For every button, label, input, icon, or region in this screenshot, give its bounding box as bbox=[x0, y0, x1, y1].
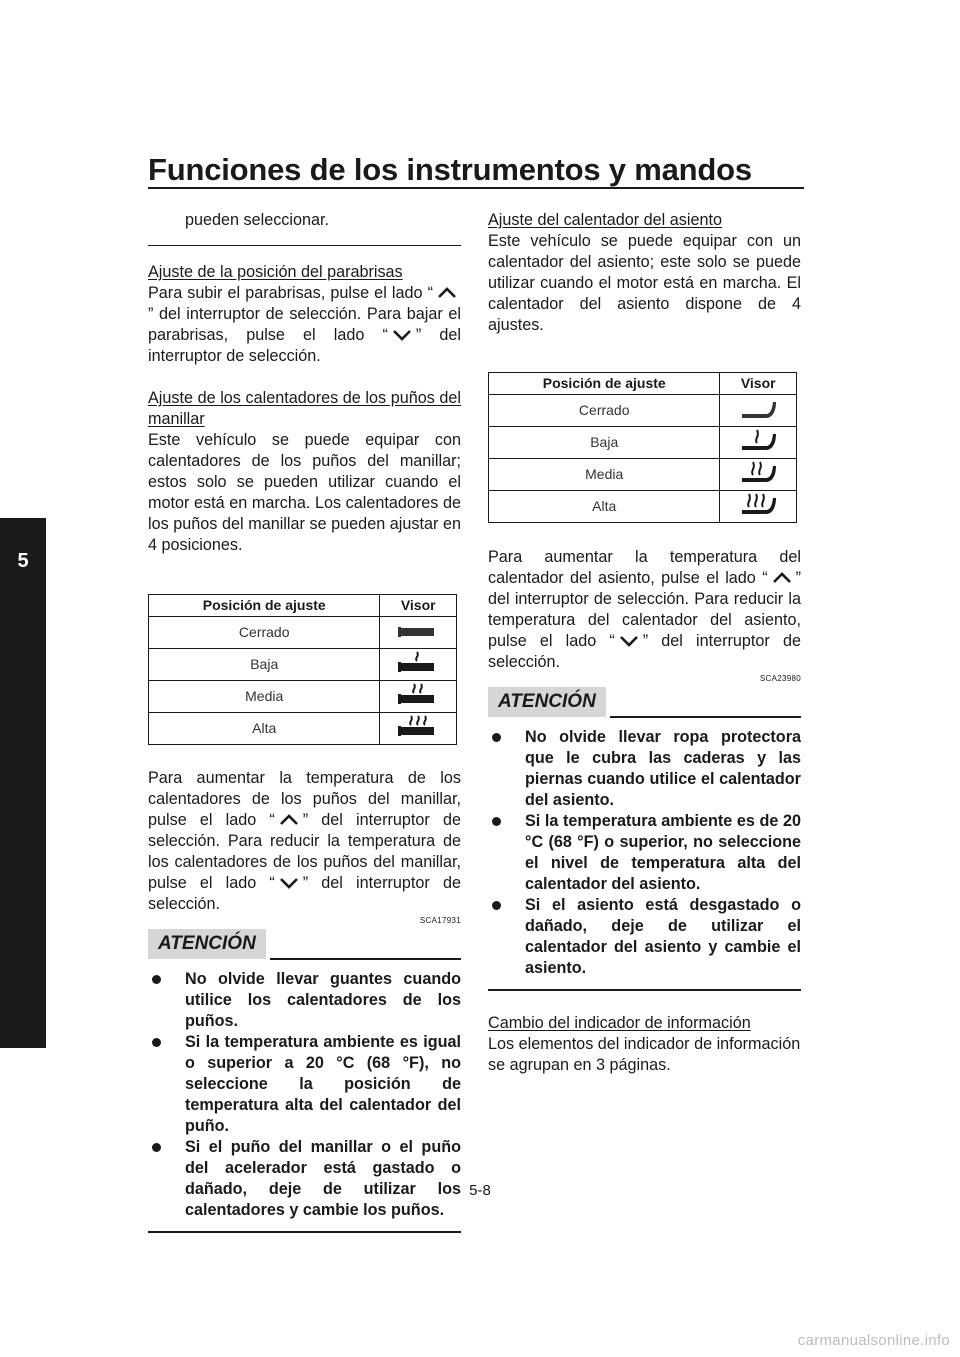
seat-medium-icon bbox=[738, 460, 778, 484]
seat-off-icon bbox=[738, 396, 778, 420]
table-cell: Alta bbox=[489, 491, 720, 523]
chapter-tab bbox=[0, 518, 46, 1048]
bullet-icon bbox=[152, 975, 161, 984]
grip-heater-heading: Ajuste de los calentadores de los puños del manillar bbox=[148, 389, 461, 428]
windshield-text-1: Para subir el parabrisas, pulse el lado “ bbox=[148, 284, 433, 302]
seat-instructions bbox=[488, 547, 801, 673]
list-item: No olvide llevar ropa protectora que le cubra las caderas y las piernas cuando utilice el calentador del asiento. bbox=[488, 727, 801, 811]
chevron-down-icon bbox=[618, 635, 640, 647]
chapter-tab-number: 5 bbox=[17, 550, 29, 572]
seat-text-2: ” del interruptor de selección. Para reducir la temperatura del calentador del asiento, pulse el lado “ bbox=[488, 569, 801, 650]
table-cell: Cerrado bbox=[149, 617, 380, 649]
note-end-rule bbox=[148, 245, 461, 246]
bullet-icon bbox=[152, 1038, 161, 1047]
page-title: Funciones de los instrumentos y mandos bbox=[148, 152, 752, 187]
grip-text-3: ” del interruptor de selección. bbox=[148, 874, 461, 913]
attention-list bbox=[148, 969, 461, 1221]
grip-off-icon bbox=[398, 620, 438, 640]
attention-end-rule bbox=[148, 1231, 461, 1233]
seat-heater-body: Este vehículo se puede equipar con un calentador del asiento; este solo se puede utilizar cuando el motor está en marcha. El calentador del asiento dispone de 4 ajustes. bbox=[488, 232, 801, 334]
seat-text-1: Para aumentar la temperatura del calentador del asiento, pulse el lado “ bbox=[488, 548, 801, 587]
bullet-icon bbox=[492, 817, 501, 826]
windshield-paragraph bbox=[148, 283, 461, 367]
bullet-icon bbox=[492, 901, 501, 910]
grip-text-1: Para aumentar la temperatura de los calentadores de los puños del manillar, pulse el lado “ bbox=[148, 769, 461, 829]
table-header: Visor bbox=[380, 595, 457, 617]
grip-heater-table bbox=[148, 594, 457, 745]
chevron-down-icon bbox=[391, 329, 413, 341]
table-cell: Cerrado bbox=[489, 395, 720, 427]
table-cell: Baja bbox=[149, 649, 380, 681]
attention-label: ATENCIÓN bbox=[148, 929, 266, 959]
chevron-up-icon bbox=[771, 572, 793, 584]
seat-high-icon bbox=[738, 492, 778, 516]
table-header: Posición de ajuste bbox=[489, 373, 720, 395]
grip-medium-icon bbox=[398, 682, 438, 706]
bullet-icon bbox=[492, 733, 501, 742]
attention-label: ATENCIÓN bbox=[488, 687, 606, 717]
seat-low-icon bbox=[738, 428, 778, 452]
windshield-text-3: ” del interruptor de selección. bbox=[148, 326, 461, 365]
page-number: 5-8 bbox=[469, 1182, 491, 1199]
grip-high-icon bbox=[398, 714, 438, 738]
table-cell: Baja bbox=[489, 427, 720, 459]
list-item: No olvide llevar guantes cuando utilice los calentadores de los puños. bbox=[148, 969, 461, 1032]
grip-instructions bbox=[148, 768, 461, 915]
right-column bbox=[488, 210, 801, 1076]
info-indicator-heading: Cambio del indicador de información bbox=[488, 1014, 751, 1032]
list-item: Si el puño del manillar o el puño del acelerador está gastado o dañado, deje de utilizar los calentadores y cambie los puños. bbox=[148, 1137, 461, 1221]
windshield-heading: Ajuste de la posición del parabrisas bbox=[148, 263, 403, 281]
seat-heater-table bbox=[488, 372, 797, 523]
table-cell: Alta bbox=[149, 713, 380, 745]
watermark: carmanualsonline.info bbox=[797, 1332, 950, 1349]
title-rule bbox=[148, 187, 804, 189]
left-column bbox=[148, 210, 461, 1245]
list-item: Si el asiento está desgastado o dañado, deje de utilizar el calentador del asiento y cambie el asiento. bbox=[488, 895, 801, 979]
list-item: Si la temperatura ambiente es igual o superior a 20 °C (68 °F), no seleccione la posición de temperatura alta del calentador del puño. bbox=[148, 1032, 461, 1137]
table-cell: Media bbox=[489, 459, 720, 491]
seat-text-3: ” del interruptor de selección. bbox=[488, 632, 801, 671]
reference-code: SCA17931 bbox=[419, 916, 461, 925]
seat-heater-heading: Ajuste del calentador del asiento bbox=[488, 211, 722, 229]
grip-text-2: ” del interruptor de selección. Para reducir la temperatura de los calentadores de los puños del manillar, pulse el lado “ bbox=[148, 811, 461, 892]
table-cell: Media bbox=[149, 681, 380, 713]
chevron-down-icon bbox=[278, 877, 300, 889]
attention-header bbox=[148, 929, 461, 963]
reference-code: SCA23980 bbox=[759, 674, 801, 683]
chevron-up-icon bbox=[278, 814, 300, 826]
grip-heater-body: Este vehículo se puede equipar con calentadores de los puños del manillar; estos solo se pueden utilizar cuando el motor está en marcha. Los calentadores de los puños del manillar se pueden ajustar en 4 posiciones. bbox=[148, 431, 461, 554]
bullet-icon bbox=[152, 1143, 161, 1152]
list-item: Si la temperatura ambiente es de 20 °C (68 °F) o superior, no seleccione el nivel de temperatura alta del calentador del asiento. bbox=[488, 811, 801, 895]
attention-header bbox=[488, 687, 801, 721]
grip-low-icon bbox=[398, 650, 438, 674]
continuation-text: pueden seleccionar. bbox=[185, 211, 329, 229]
attention-end-rule bbox=[488, 989, 801, 991]
table-header: Posición de ajuste bbox=[149, 595, 380, 617]
attention-list bbox=[488, 727, 801, 979]
info-indicator-body: Los elementos del indicador de información se agrupan en 3 páginas. bbox=[488, 1035, 801, 1074]
table-header: Visor bbox=[720, 373, 797, 395]
windshield-text-2: ” del interruptor de selección. Para bajar el parabrisas, pulse el lado “ bbox=[148, 305, 461, 344]
chevron-up-icon bbox=[436, 287, 458, 299]
